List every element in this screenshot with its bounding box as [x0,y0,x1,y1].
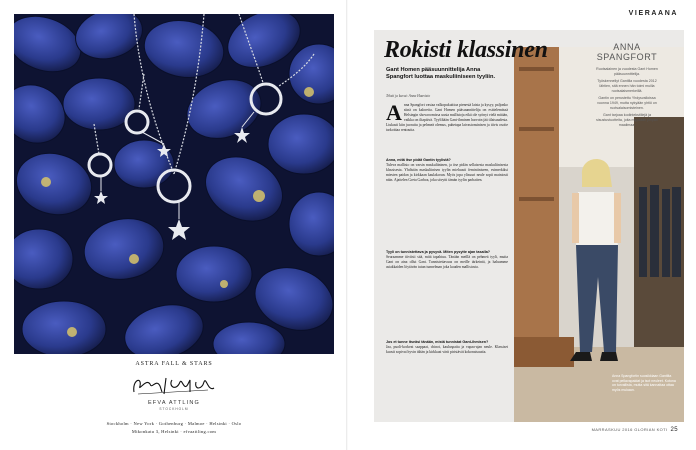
signature-logo [128,372,220,398]
qa-block-3 [386,340,508,355]
store-address: Mikonkatu 3, Helsinki · efvaattling.com [131,429,217,434]
section-tag: VIERAANA [628,10,678,17]
article-body [386,100,508,134]
intro-text: nna Spangfort vastaa valkopukuittoa pienestä laista ja kysyy, paljonko siinä on kaloreita. Gant Homen pääsuunnittelija on esittelemässä Helsingin showroomissa uusia mallistoja eikä ole syönyt vielä mitään, vaikka on iltapäivä. Tyyliltään Gant-ihminen harvoin jää tilaisuudesta. Liukasti kiin juoruttu ja pehmeä olemus, puhetapa laivastonsinisen ja tiivis osoite tarkoittaa rentoutta. [386,103,508,133]
page-folio [592,427,678,433]
qa-block-1 [386,158,508,183]
sidebar-fact: Gant tarjoaa kodintekstiilejä ja sisustustuotteita, joita myydään ympäri maailmaa. [596,113,658,127]
question-1: Anna, mitä itse pidät Gantin tyylistä? [386,158,451,162]
right-page-article [348,0,696,450]
qa-block-2 [386,250,508,270]
folio-text: MARRASKUU 2016 GLORIAN KOTI [591,427,668,432]
article-deck: Gant Homen pääsuunnittelija Anna Spangfort luottaa maskuliiniseen tyyliin. [386,67,496,81]
answer-3: Jaa, puoli-korkeat saappaat, chinot, kauluspaita ja vapaa-ajan neule. Klassiset kuosit sopivat hyvin tähän ja kirkkaat värit piristävät kokonaisuutta. [386,345,508,355]
answer-1: Tuleva mallisto on varsin maskuliininen, ja itse pidän sellaisesta maskuliinisesta klassisesta. Yhdistän maskuliinisen tyylin mieluusti feminiiniseen, esimerkiksi miesten paidan ja kirkkaan kaulakorun. Myös jopa ylisuuri neule sopii mainiosti näin. Ajattelen Greta Garboa, joka sävytti tämän tyylin parhaiten. [386,163,508,183]
article-headline: Rokisti klassinen [384,37,548,63]
question-2: Tyyli on tunnistettava ja pysyvä. Miten pysytte ajan tasalla? [386,250,491,254]
sidebar-fact: Gantin on perustettu Yhdysvalloissa vuonna 1949, mutta nykyään yhtiö on ruotsalaisomisteinen. [597,96,657,110]
sidebar-name: ANNA SPANGFORT [596,42,658,62]
sidebar-facts [595,67,659,130]
question-3: Jos et tunne itseäsi tänään, mistä tunnistat Gant-ihmisen? [386,340,489,344]
brand-subtitle: STOCKHOLM [159,407,189,411]
brand-name: EFVA ATTLING [147,400,201,406]
intro-paragraph [386,100,508,134]
jewelry-photo [14,14,334,354]
article-byline: Teksti ja kuvat: Anna Haavisto [386,94,431,98]
photo-caption: Anna Spangfortin suosikkiaan Gantilta ovat pellavapaidat ja isot neuleet. Kotona on turvallista, mutta sitä kannattaa ottaa myös mukaan. [612,374,676,392]
sidebar-fact: Työskennellyt Gantilla vuodesta 2012 lähtien, sitä ennen hän toimi muilla ruotsalaismerkeillä. [597,79,657,93]
sidebar-fact: Ruotsalainen ja vuodesta Gant Homen pääsuunnittelija. [596,67,658,76]
ad-product-caption: ASTRA FALL & STARS [135,361,213,367]
store-cities: Stockholm · New York · Gothenburg · Malmoe · Helsinki · Oslo [106,421,242,426]
answer-2: Seuraamme tiiviisti sitä, mitä tapahtuu. Tänään meillä on pehmeä tyyli, mutta Gant on aina ollut Gant. Tunnistettavuus on meille tärkeintä, ja haluamme asiakkaiden löytävän tutun tunnelman joka kauden mallistosta. [386,255,508,270]
drop-cap: A [386,100,402,125]
page-number: 25 [670,427,678,433]
